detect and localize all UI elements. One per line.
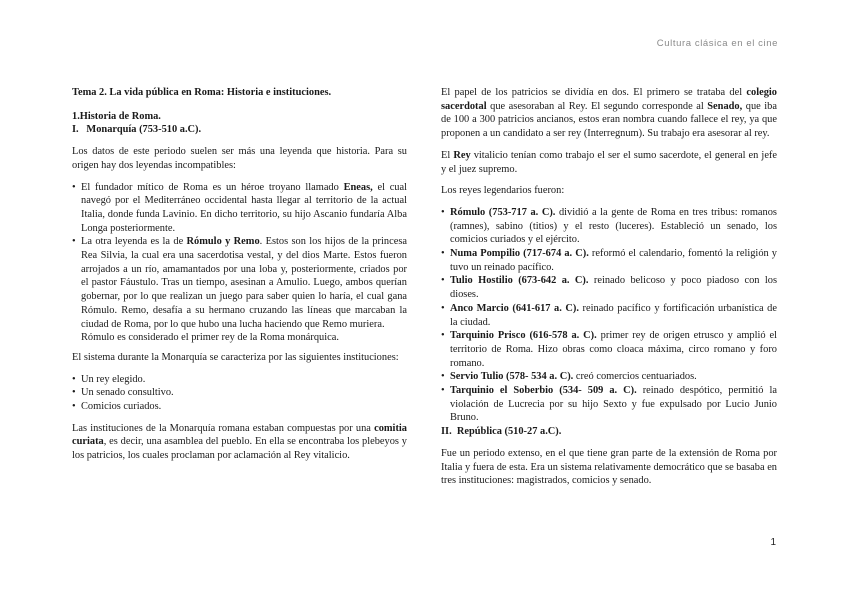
romulus-note: Rómulo es considerado el primer rey de la Roma monárquica.	[81, 332, 339, 344]
list-item: • Anco Marcio (641-617 a. C). reinado pacífico y fortificación urbanística de la ciudad.	[441, 302, 777, 329]
legends-list	[72, 181, 407, 332]
list-item: • Un senado consultivo.	[72, 386, 407, 400]
page-title: Tema 2. La vida pública en Roma: Historia e instituciones.	[72, 87, 332, 98]
subsection-heading: II. República (510-27 a.C).	[441, 426, 562, 438]
list-item: • Un rey elegido.	[72, 373, 407, 387]
kings-list	[441, 206, 777, 425]
list-item: • Servio Tulio (578- 534 a. C). creó comercios centuariados.	[441, 370, 777, 384]
list-item: • Tarquinio Prisco (616-578 a. C). primer rey de origen etrusco y amplió el territorio de Roma. Hizo obras como cloaca máxima, circo romano y foro romano.	[441, 329, 777, 370]
subsection-heading: I. Monarquía (753-510 a.C).	[72, 124, 202, 136]
list-item: • Comicios curiados.	[72, 400, 407, 414]
kings-intro: Los reyes legendarios fueron:	[441, 185, 565, 197]
patricians-paragraph: El papel de los patricios se dividía en dos. El primero se trataba del colegio sacerdotal que asesoraban al Rey. El segundo corresponde al Senado, que iba de 100 a 300 patricios ancianos, estos eran nombra cuando fallece el rey, ya que proponen a un candidato a ser rey (Interregnum). Su trabajo era asesorar al rey.	[441, 87, 777, 140]
running-header: Cultura clásica en el cine	[656, 38, 778, 49]
list-item: • El fundador mítico de Roma es un héroe troyano llamado Eneas, el cual navegó por el Mediterráneo occidental hasta llegar al territorio de la actual Italia, donde funda Lavinio. En dicho territorio, su hijo Ascanio fundaría Alba Longa posteriormente.	[72, 181, 407, 236]
list-item: • La otra leyenda es la de Rómulo y Remo. Estos son los hijos de la princesa Rea Silvia, la cual era una sacerdotisa vestal, y del dios Marte. Estos fueron arrojados a un río, amamantados por una loba y, posteriormente, criados por el pastor Fáustulo. Tras un tiempo, asesinan a Amulio. Luego, ambos querían gobernar, por lo que realizan un juego para saber quien lo haría, el cual gana Rómulo. Remo, desafía a su hermano cruzando las líneas que marcaban la ciudad de Roma, por lo que hubo una lucha haciendo que Remo muriera.	[72, 235, 407, 331]
list-item: • Rómulo (753-717 a. C). dividió a la gente de Roma en tres tribus: romanos (ramnes), sabino (titios) y el resto (luceres). Estableció un senado, los comicios curiados y el ejército.	[441, 206, 777, 247]
list-item: • Tulio Hostilio (673-642 a. C). reinado belicoso y poco piadoso con los dioses.	[441, 274, 777, 301]
republic-paragraph: Fue un periodo extenso, en el que tiene gran parte de la extensión de Roma por Italia y fuera de esta. Era un sistema relativamente democrático que se basaba en tres instituciones: magistrados, comicios y senado.	[441, 447, 777, 487]
page-number: 1	[770, 537, 776, 548]
king-paragraph: El Rey vitalicio tenían como trabajo el ser el sumo sacerdote, el general en jefe y el juez supremo.	[441, 149, 777, 175]
system-paragraph: El sistema durante la Monarquía se caracteriza por las siguientes instituciones:	[72, 351, 399, 363]
institutions-list	[72, 373, 407, 414]
section-heading: 1.Historia de Roma.	[72, 110, 161, 122]
list-item: • Tarquinio el Soberbio (534- 509 a. C). reinado despótico, permitió la violación de Lucrecia por su hijo Sexto y fue expulsado por Lucio Junio Bruno.	[441, 384, 777, 425]
left-column	[72, 86, 407, 471]
comitia-paragraph: Las instituciones de la Monarquía romana estaban compuestas por una comitia curiata, es decir, una asamblea del pueblo. En ella se encontraba los plebeyos y los patricios, los cuales proclaman por aclamación al Rey vitalicio.	[72, 422, 407, 462]
list-item: • Numa Pompilio (717-674 a. C). reformó el calendario, fomentó la religión y tuvo un reinado pacífico.	[441, 247, 777, 274]
intro-paragraph: Los datos de este periodo suelen ser más una leyenda que historia. Para su origen hay dos leyendas incompatibles:	[72, 146, 407, 171]
right-column	[441, 86, 777, 496]
